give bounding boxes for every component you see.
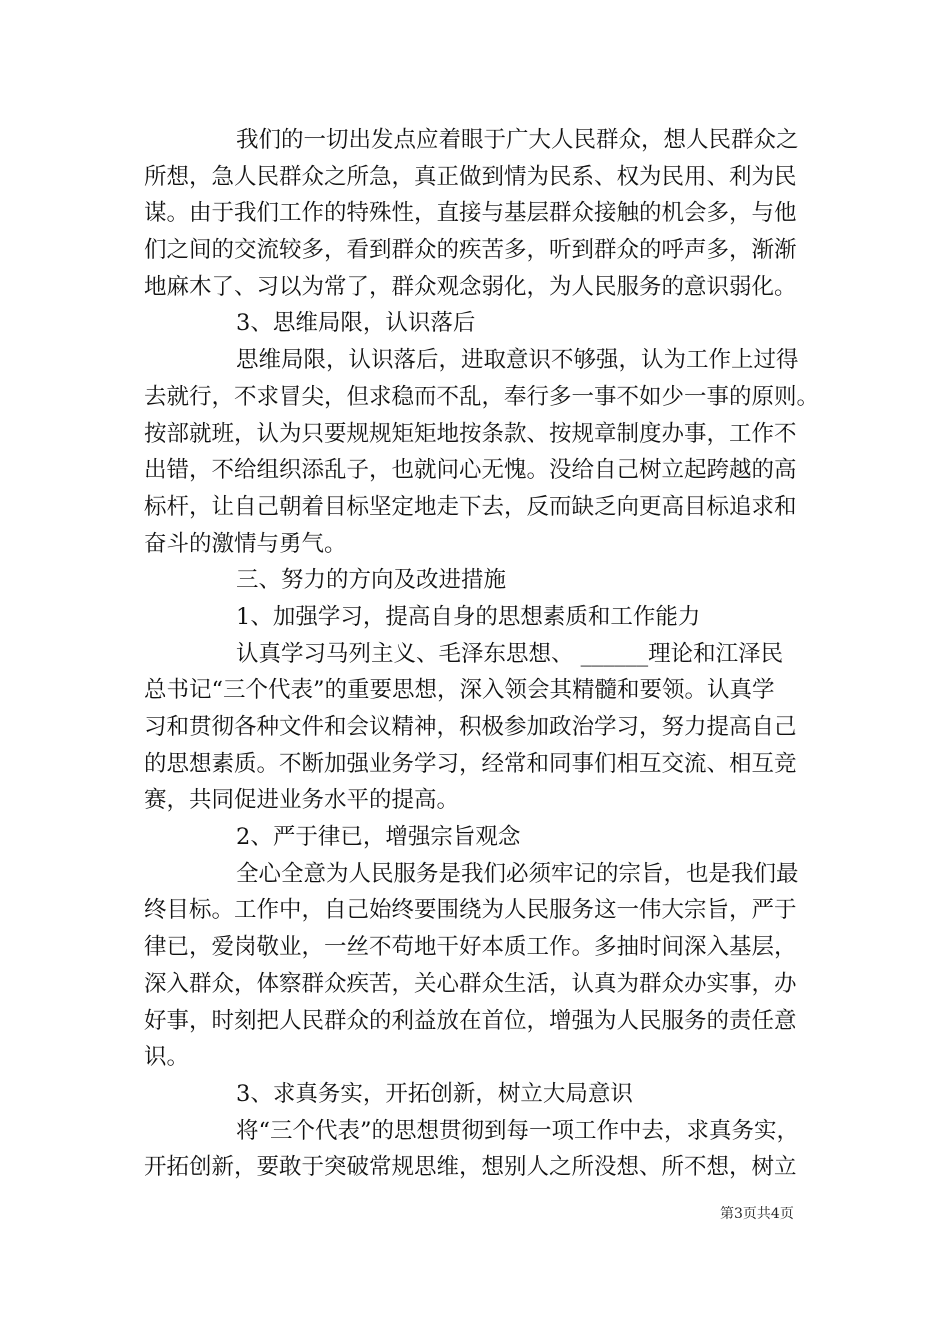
text-line: 认真学习马列主义、毛泽东思想、 ______理论和江泽民 — [236, 640, 784, 667]
text-line: 全心全意为人民服务是我们必须牢记的宗旨，也是我们最 — [236, 860, 799, 887]
text-line: 们之间的交流较多，看到群众的疾苦多，听到群众的呼声多，渐渐 — [144, 237, 797, 264]
text-line: 1、加强学习，提高自身的思想素质和工作能力 — [236, 603, 701, 630]
text-line: 将“三个代表”的思想贯彻到每一项工作中去，求真务实， — [236, 1117, 800, 1144]
text-line: 谋。由于我们工作的特殊性，直接与基层群众接触的机会多，与他 — [144, 200, 797, 227]
section-heading — [144, 305, 834, 342]
text-line: 3、求真务实，开拓创新，树立大局意识 — [236, 1080, 633, 1107]
page-number: 第3页共4页 — [720, 1206, 794, 1222]
text-line: 3、思维局限，认识落后 — [236, 310, 476, 337]
paragraph — [144, 342, 834, 562]
section-heading — [144, 1076, 834, 1113]
text-line: 2、严于律已，增强宗旨观念 — [236, 824, 521, 851]
section-heading — [144, 599, 834, 636]
document-body — [144, 122, 834, 1186]
text-line: 地麻木了、习以为常了，群众观念弱化，为人民服务的意识弱化。 — [144, 273, 797, 300]
text-line: 奋斗的激情与勇气。 — [144, 530, 347, 557]
text-line: 识。 — [144, 1044, 190, 1071]
text-line: 的思想素质。不断加强业务学习，经常和同事们相互交流、相互竞 — [144, 750, 797, 777]
text-line: 三、努力的方向及改进措施 — [236, 567, 507, 594]
text-line: 深入群众，体察群众疾苦，关心群众生活，认真为群众办实事，办 — [144, 970, 797, 997]
text-line: 赛，共同促进业务水平的提高。 — [144, 787, 460, 814]
text-line: 思维局限，认识落后，进取意识不够强，认为工作上过得 — [236, 347, 799, 374]
paragraph — [144, 856, 834, 1076]
text-line: 好事，时刻把人民群众的利益放在首位，增强为人民服务的责任意 — [144, 1007, 797, 1034]
section-heading — [144, 562, 834, 599]
text-line: 出错，不给组织添乱子，也就问心无愧。没给自己树立起跨越的高 — [144, 457, 797, 484]
text-line: 终目标。工作中，自己始终要围绕为人民服务这一伟大宗旨，严于 — [144, 897, 797, 924]
section-heading — [144, 819, 834, 856]
text-line: 我们的一切出发点应着眼于广大人民群众，想人民群众之 — [236, 127, 799, 153]
paragraph — [144, 636, 834, 819]
text-line: 习和贯彻各种文件和会议精神，积极参加政治学习，努力提高自己 — [144, 714, 797, 740]
text-line: 去就行，不求冒尖，但求稳而不乱，奉行多一事不如少一事的原则。 — [144, 383, 820, 410]
text-line: 标杆，让自己朝着目标坚定地走下去，反而缺乏向更高目标追求和 — [144, 493, 797, 520]
paragraph — [144, 1113, 834, 1186]
text-line: 总书记“三个代表”的重要思想，深入领会其精髓和要领。认真学 — [144, 677, 775, 704]
text-line: 所想，急人民群众之所急，真正做到情为民系、权为民用、利为民 — [144, 163, 797, 190]
text-line: 按部就班，认为只要规规矩矩地按条款、按规章制度办事，工作不 — [144, 420, 797, 447]
text-line: 律已，爱岗敬业，一丝不苟地干好本质工作。多抽时间深入基层， — [144, 934, 797, 961]
paragraph — [144, 122, 834, 305]
text-line: 开拓创新，要敢于突破常规思维，想别人之所没想、所不想，树立 — [144, 1154, 797, 1181]
